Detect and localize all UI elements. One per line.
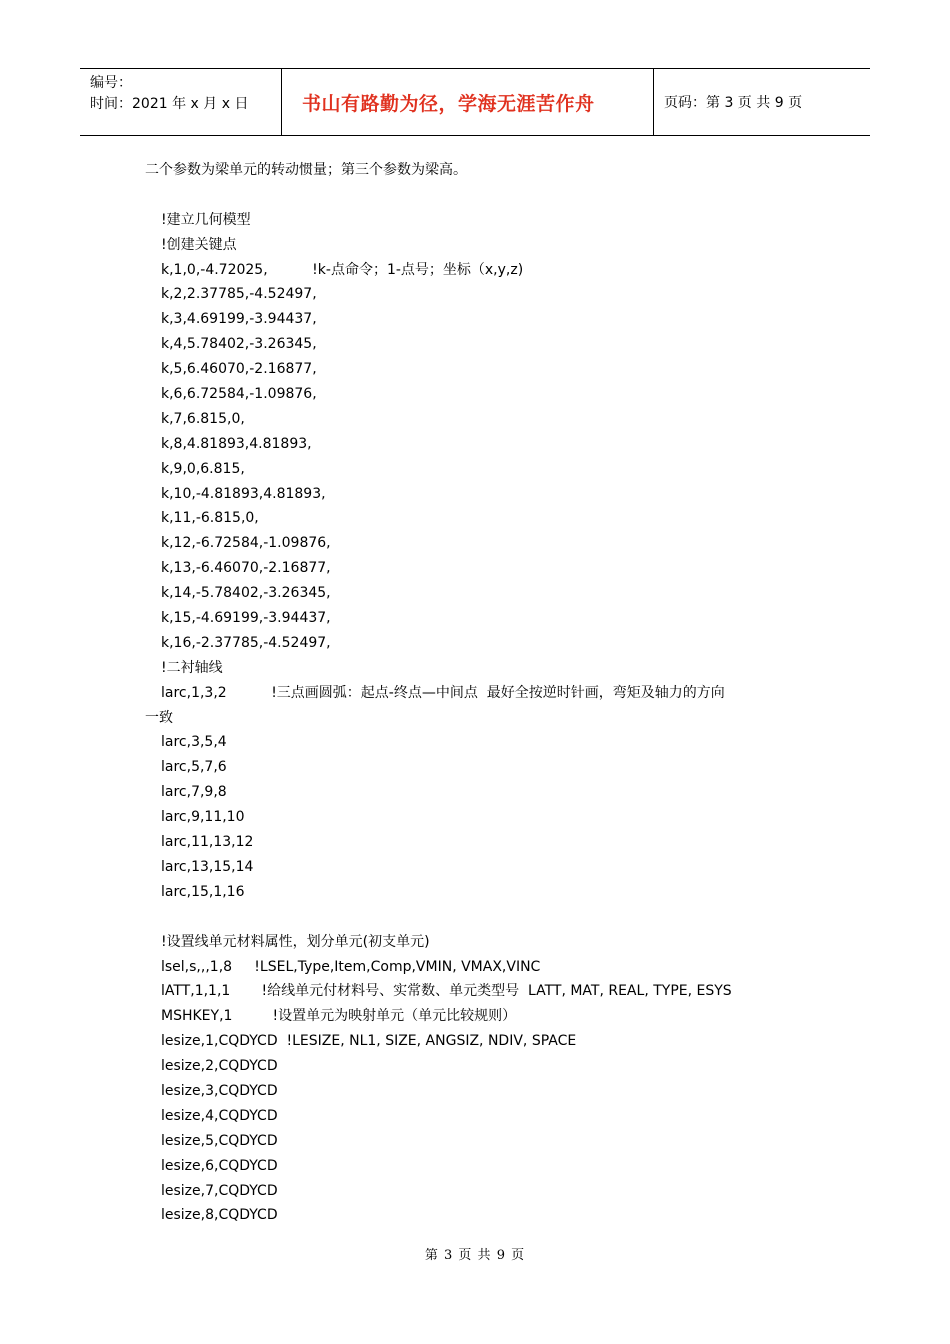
wrapped-line: 一致 [145, 709, 173, 726]
code-line: lesize,7,CQDYCD [161, 1182, 278, 1199]
spacer [145, 183, 845, 208]
code-line: k,10,-4.81893,4.81893, [161, 485, 326, 502]
code-line: lesize,8,CQDYCD [161, 1207, 278, 1224]
code-line: larc,11,13,12 [161, 834, 254, 851]
code-line: larc,3,5,4 [161, 734, 227, 751]
code-line: k,5,6.46070,-2.16877, [161, 361, 317, 378]
code-line: k,1,0,-4.72025, !k-点命令；1-点号；坐标（x,y,z) [161, 261, 524, 278]
code-line: larc,1,3,2 !三点画圆弧：起点-终点—中间点 最好全按逆时针画，弯矩及轴力的方向 [161, 684, 725, 701]
code-line: k,14,-5.78402,-3.26345, [161, 585, 331, 602]
code-line: lesize,6,CQDYCD [161, 1157, 278, 1174]
code-line: lesize,2,CQDYCD [161, 1058, 278, 1075]
time-label: 时间：2021 年 x 月 x 日 [90, 96, 249, 112]
code-line: k,3,4.69199,-3.94437, [161, 311, 317, 328]
header-page-cell [654, 69, 870, 135]
code-line: k,6,6.72584,-1.09876, [161, 386, 317, 403]
code-line: lATT,1,1,1 !给线单元付材料号、实常数、单元类型号 LATT, MAT, REAL, TYPE, ESYS [161, 983, 732, 1000]
header-meta-cell [80, 69, 282, 135]
code-line: larc,15,1,16 [161, 883, 245, 900]
code-line: !设置线单元材料属性，划分单元(初支单元) [161, 933, 430, 950]
code-line: !建立几何模型 [161, 211, 251, 228]
code-line: larc,13,15,14 [161, 858, 254, 875]
document-header [80, 68, 870, 136]
code-line: MSHKEY,1 !设置单元为映射单元（单元比较规则） [161, 1008, 517, 1025]
code-block-arcs [145, 730, 845, 904]
code-line: k,15,-4.69199,-3.94437, [161, 610, 331, 627]
code-line: larc,7,9,8 [161, 784, 227, 801]
code-line: k,7,6.815,0, [161, 410, 245, 427]
code-line: lesize,4,CQDYCD [161, 1107, 278, 1124]
code-line: k,12,-6.72584,-1.09876, [161, 535, 331, 552]
code-line: k,11,-6.815,0, [161, 510, 259, 527]
spacer [145, 905, 845, 930]
code-line: k,13,-6.46070,-2.16877, [161, 560, 331, 577]
motto-text: 书山有路勤为径，学海无涯苦作舟 [302, 92, 595, 115]
code-line: !创建关键点 [161, 236, 237, 253]
code-line: lesize,3,CQDYCD [161, 1082, 278, 1099]
code-line: k,16,-2.37785,-4.52497, [161, 634, 331, 651]
code-line: !二衬轴线 [161, 659, 223, 676]
code-line: larc,9,11,10 [161, 809, 245, 826]
code-line: k,8,4.81893,4.81893, [161, 435, 312, 452]
header-motto-cell [282, 69, 654, 135]
code-block-mesh [145, 930, 845, 1229]
code-block-geometry [145, 208, 845, 706]
code-line: k,9,0,6.815, [161, 460, 245, 477]
intro-paragraph: 二个参数为梁单元的转动惯量；第三个参数为梁高。 [145, 162, 467, 178]
code-line: lesize,5,CQDYCD [161, 1132, 278, 1149]
code-line: larc,5,7,6 [161, 759, 227, 776]
code-line: k,2,2.37785,-4.52497, [161, 286, 317, 303]
page-footer: 第 3 页 共 9 页 [424, 1248, 526, 1263]
number-label: 编号： [90, 75, 132, 91]
document-body [145, 158, 845, 1228]
code-line: lesize,1,CQDYCD !LESIZE, NL1, SIZE, ANGSIZ, NDIV, SPACE [161, 1033, 577, 1050]
page-info: 页码：第 3 页 共 9 页 [664, 95, 803, 111]
code-line: k,4,5.78402,-3.26345, [161, 336, 317, 353]
code-line: lsel,s,,,1,8 !LSEL,Type,Item,Comp,VMIN, VMAX,VINC [161, 958, 541, 975]
